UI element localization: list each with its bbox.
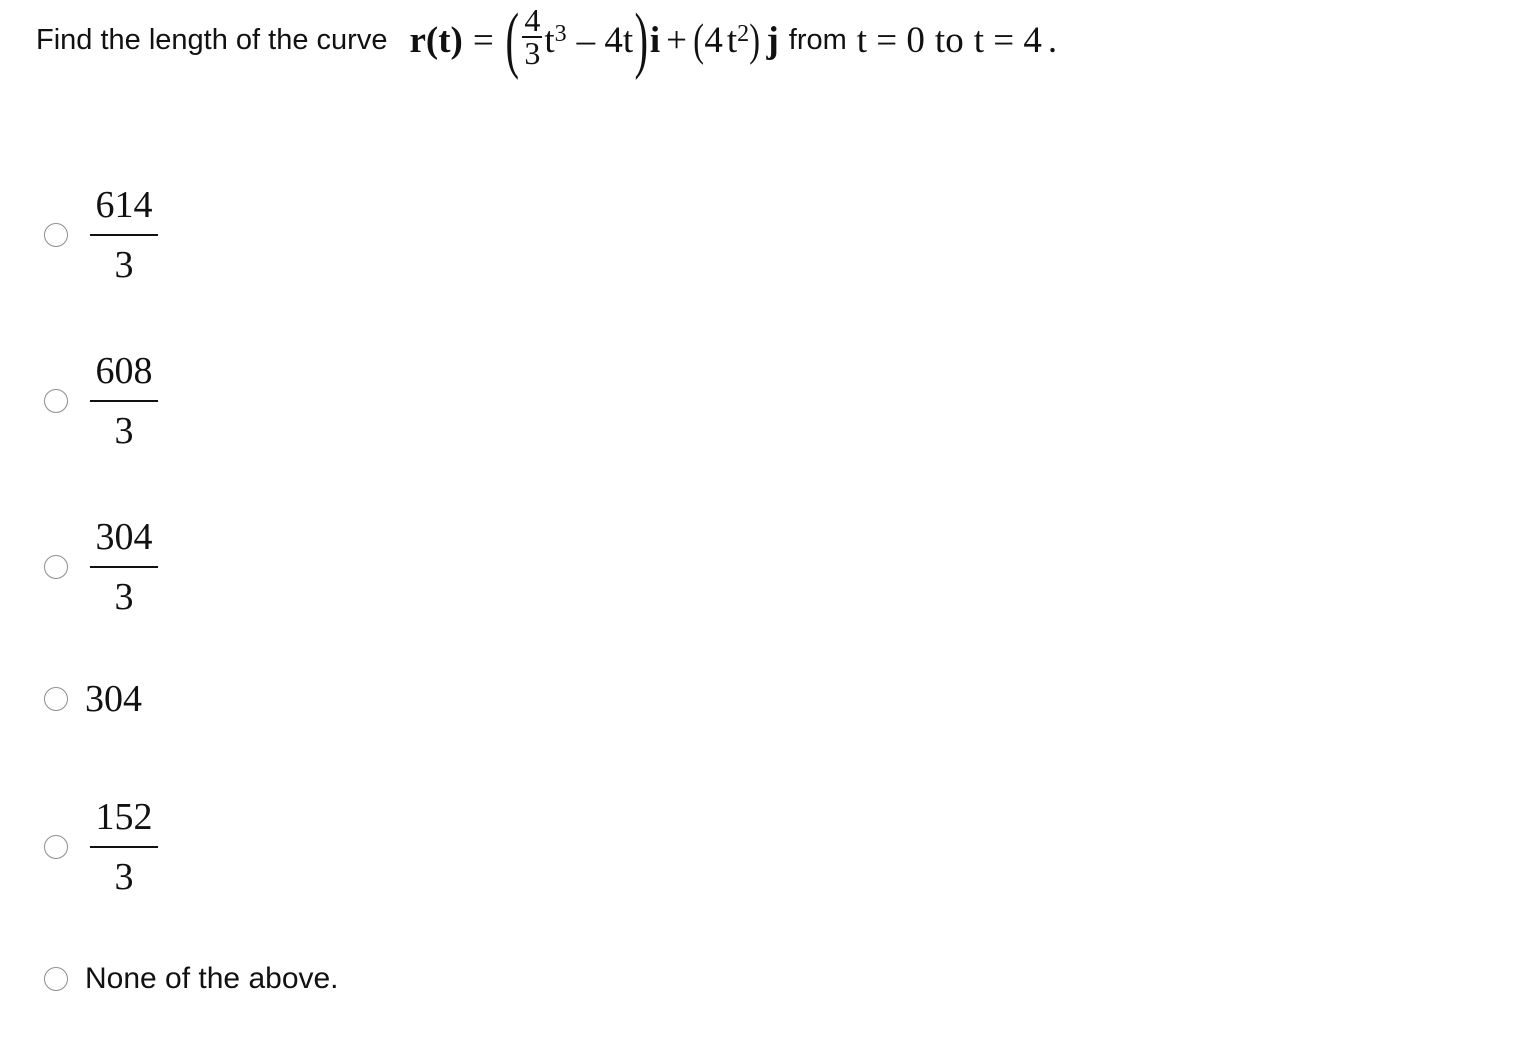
plus-sign: +: [666, 19, 687, 61]
range-end: t = 4: [973, 19, 1042, 61]
range-start: t = 0: [856, 19, 925, 61]
unit-vector-j: j: [766, 19, 779, 61]
fraction-numerator: 608: [95, 350, 153, 392]
answer-fraction: [90, 183, 158, 287]
coefficient-numerator: 4: [524, 1, 541, 38]
function-name: r(t): [409, 19, 463, 61]
j-coefficient: 4: [704, 19, 723, 61]
answer-fraction: [90, 515, 158, 619]
coefficient-denominator: 3: [524, 34, 541, 71]
fraction-numerator: 614: [95, 184, 153, 226]
open-parenthesis: (: [505, 0, 519, 81]
radio-button[interactable]: [44, 389, 68, 413]
period: .: [1047, 19, 1058, 61]
from-text: from: [788, 23, 847, 56]
to-text: to: [934, 19, 964, 61]
fraction-numerator: 152: [95, 796, 153, 838]
radio-button[interactable]: [44, 967, 68, 991]
radio-button[interactable]: [44, 223, 68, 247]
variable-t: t: [544, 19, 555, 61]
answer-fraction: [90, 795, 158, 899]
answer-option-3[interactable]: [44, 515, 158, 619]
radio-button[interactable]: [44, 835, 68, 859]
answer-option-4[interactable]: [44, 677, 142, 721]
fraction-denominator: 3: [114, 856, 134, 898]
close-parenthesis: ): [634, 0, 649, 81]
radio-button[interactable]: [44, 687, 68, 711]
answer-text: None of the above.: [85, 962, 339, 995]
answer-option-1[interactable]: [44, 183, 158, 287]
question-lead-text: Find the length of the curve: [36, 23, 388, 56]
minus-term: – 4t: [576, 19, 634, 61]
radio-button[interactable]: [44, 555, 68, 579]
equals-sign: =: [472, 19, 494, 61]
j-open-parenthesis: (: [693, 14, 705, 65]
j-close-parenthesis: ): [749, 14, 761, 65]
fraction-denominator: 3: [114, 410, 134, 452]
answer-option-5[interactable]: [44, 795, 158, 899]
fraction-numerator: 304: [95, 516, 153, 558]
answer-option-2[interactable]: [44, 349, 158, 453]
fraction-denominator: 3: [114, 576, 134, 618]
variable-t: t: [726, 19, 738, 61]
question-prompt: Find the length of the curve r(t) = ( $\frac{4}{3}$ t $^3$ – 4t ) i + ( 4 t $^2$ ) j from t = 0 to t = 4 .: [36, 0, 1058, 81]
answer-option-6[interactable]: [44, 962, 339, 996]
answer-fraction: [90, 349, 158, 453]
coefficient-fraction: [522, 1, 542, 71]
fraction-denominator: 3: [114, 244, 134, 286]
unit-vector-i: i: [649, 19, 661, 61]
answer-text: 304: [85, 678, 142, 720]
